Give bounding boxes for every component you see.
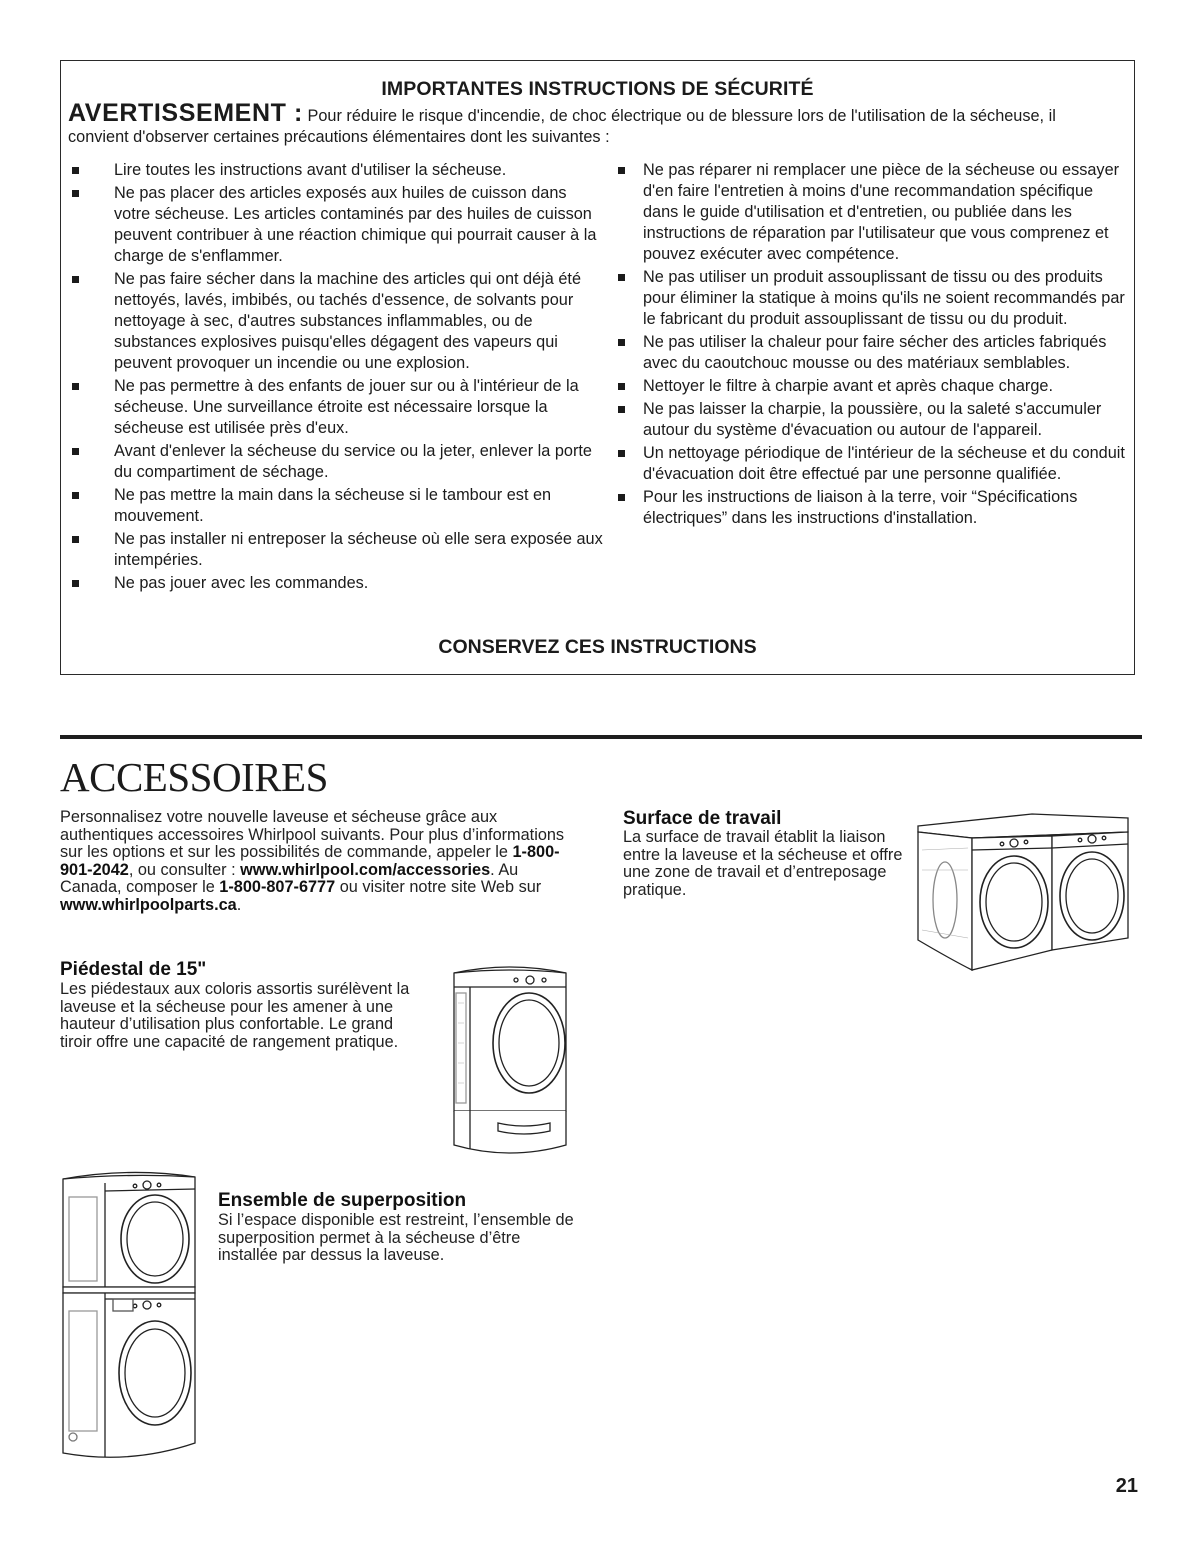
bullet-square-icon [72,383,79,390]
safety-bullet: Ne pas utiliser la chaleur pour faire sécher des articles fabriqués avec du caoutchouc mousse ou des matériaux semblables. [589,332,1129,374]
safety-bullet: Ne pas permettre à des enfants de jouer sur ou à l'intérieur de la sécheuse. Une surveillance étroite est nécessaire lorsque la sécheuse est utilisée près d'eux. [64,376,604,439]
safety-bullet: Ne pas laisser la charpie, la poussière, ou la saleté s'accumuler autour du système d'évacuation ou autour de l'appareil. [589,399,1129,441]
phone-number-canada: 1-800-807-6777 [219,878,336,896]
keep-instructions-footer: CONSERVEZ CES INSTRUCTIONS [438,636,757,658]
safety-bullet: Ne pas réparer ni remplacer une pièce de la sécheuse ou essayer d'en faire l'entretien à moins d'une recommandation spécifique dans le guide d'utilisation et d'entretien, ou publiée dans les instructions de réparation par l'utilisateur que vous comprenez et pouvez exécuter avec compétence. [589,160,1129,265]
accessories-title: ACCESSOIRES [60,754,328,800]
bullet-square-icon [618,383,625,390]
bullet-square-icon [72,448,79,455]
bullet-square-icon [72,167,79,174]
safety-bullet: Ne pas utiliser un produit assouplissant de tissu ou des produits pour éliminer la statique à moins qu'ils ne soient recommandés par le fabricant du produit assouplissant de tissu ou du produit. [589,267,1129,330]
safety-bullet: Nettoyer le filtre à charpie avant et après chaque charge. [589,376,1129,397]
stacking-kit-description: Si l’espace disponible est restreint, l’ensemble de superposition permet à la sécheuse d’être installée par dessus la laveuse. [218,1211,574,1264]
website-link-canada: www.whirlpoolparts.ca [60,895,237,914]
warning-word: AVERTISSEMENT : [68,99,303,127]
bullet-square-icon [618,274,625,281]
accessories-intro: Personnalisez votre nouvelle laveuse et sécheuse grâce aux authentiques accessoires Whirlpool suivants. Pour plus d’informations sur les options et sur les possibilités de commande, appeler le 1-800-901-2042, ou consulter : www.whirlpool.com/accessories. Au Canada, composer le 1-800-807-6777 ou visiter notre site Web sur www.whirlpoolparts.ca. [60,808,565,914]
safety-bullet: Lire toutes les instructions avant d'utiliser la sécheuse. [64,160,604,181]
bullet-square-icon [618,494,625,501]
safety-bullet: Ne pas placer des articles exposés aux huiles de cuisson dans votre sécheuse. Les articles contaminés par des huiles de cuisson peuvent contribuer à une réaction chimique qui pourrait causer à la charge de s'enflammer. [64,183,604,267]
worksurface-title: Surface de travail [623,808,782,829]
safety-bullet: Pour les instructions de liaison à la terre, voir “Spécifications électriques” dans les instructions d'installation. [589,487,1129,529]
bullet-square-icon [72,492,79,499]
stacking-kit-title: Ensemble de superposition [218,1190,467,1211]
bullet-square-icon [72,580,79,587]
warning-intro [68,99,1118,148]
safety-bullet: Ne pas installer ni entreposer la sécheuse où elle sera exposée aux intempéries. [64,529,604,571]
pedestal-illustration [440,963,580,1159]
safety-instructions-box [60,60,1135,675]
worksurface-illustration [912,810,1134,975]
worksurface-description: La surface de travail établit la liaison entre la laveuse et la sécheuse et offre une zone de travail et d’entreposage pratique. [623,828,903,899]
phone-number-us: 1-800-901-2042 [60,843,560,879]
stacking-kit-illustration [55,1165,205,1467]
safety-bullet: Ne pas faire sécher dans la machine des articles qui ont déjà été nettoyés, lavés, imbibés, ou tachés d'essence, de solvants pour nettoyage à sec, d'autres substances inflammables, ou de substances explosives puisqu'elles dégagent des vapeurs qui peuvent provoquer un incendie ou une explosion. [64,269,604,374]
bullet-square-icon [618,406,625,413]
bullet-square-icon [72,536,79,543]
safety-bullet: Ne pas jouer avec les commandes. [64,573,604,594]
pedestal-description: Les piédestaux aux coloris assortis surélèvent la laveuse et la sécheuse pour les amener à une hauteur d’utilisation plus confortable. Le grand tiroir offre une capacité de rangement pratique. [60,980,410,1051]
page-number: 21 [1115,1475,1138,1497]
safety-bullets-left [64,160,604,596]
bullet-square-icon [618,450,625,457]
pedestal-title: Piédestal de 15" [60,959,207,980]
website-link-us: www.whirlpool.com/accessories [240,860,491,879]
safety-bullet: Avant d'enlever la sécheuse du service ou la jeter, enlever la porte du compartiment de séchage. [64,441,604,483]
bullet-square-icon [72,190,79,197]
safety-bullet: Un nettoyage périodique de l'intérieur de la sécheuse et du conduit d'évacuation doit être effectué par une personne qualifiée. [589,443,1129,485]
safety-bullets-right [589,160,1129,531]
bullet-square-icon [618,167,625,174]
safety-bullet: Ne pas mettre la main dans la sécheuse si le tambour est en mouvement. [64,485,604,527]
safety-heading: IMPORTANTES INSTRUCTIONS DE SÉCURITÉ [381,78,814,100]
bullet-square-icon [618,339,625,346]
section-divider [60,735,1142,739]
bullet-square-icon [72,276,79,283]
warning-text: Pour réduire le risque d'incendie, de choc électrique ou de blessure lors de l'utilisation de la sécheuse, il convient d'observer certaines précautions élémentaires dont les suivantes : [68,107,1056,146]
